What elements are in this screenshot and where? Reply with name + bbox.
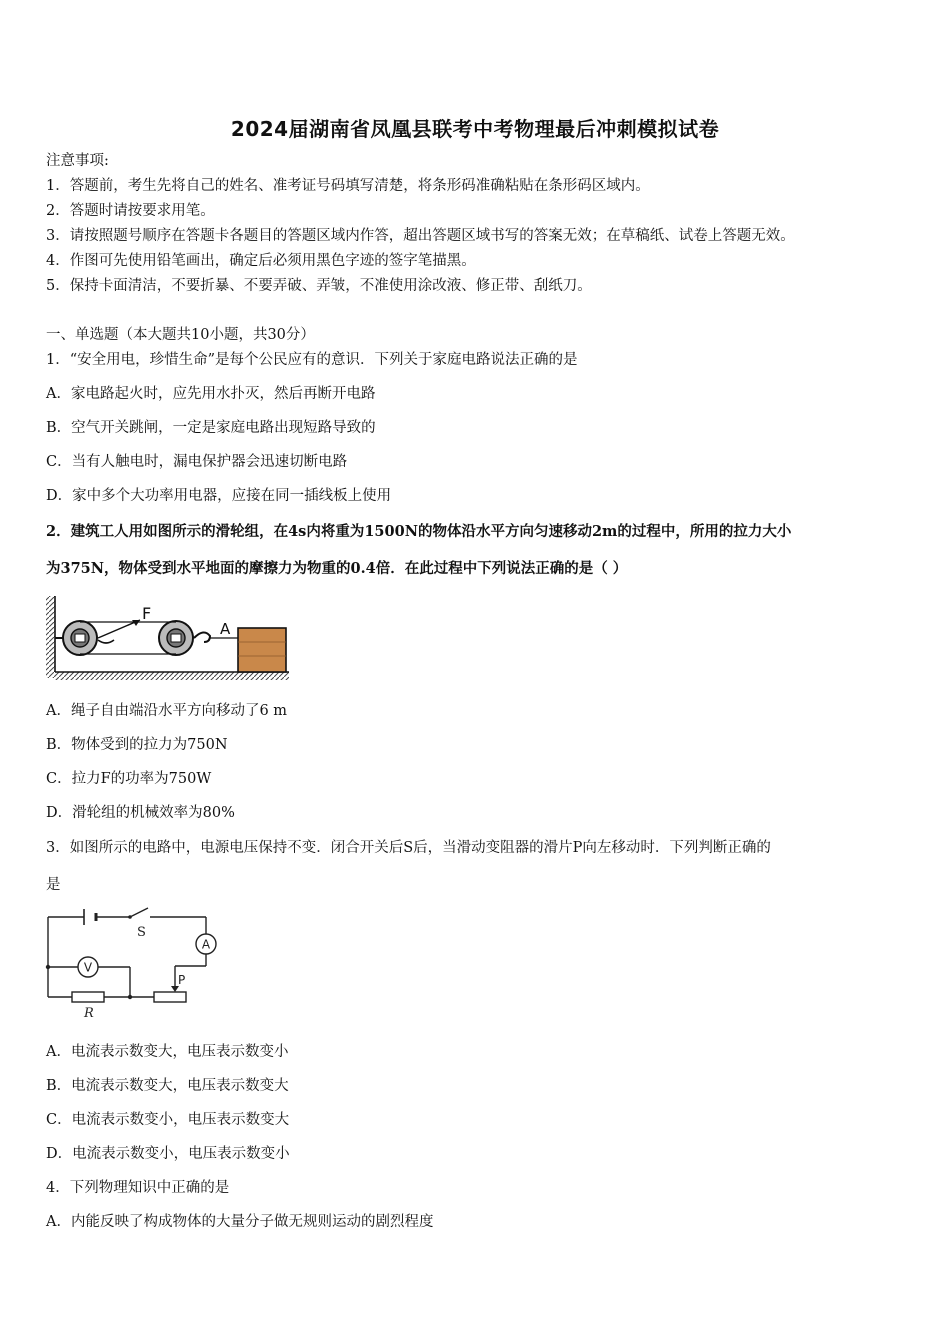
- ammeter-label: A: [201, 937, 211, 952]
- question-1-option-a: A．家电路起火时，应先用水扑灭，然后再断开电路: [46, 386, 376, 402]
- pulley-system-figure: [44, 592, 294, 684]
- notice-heading: 注意事项:: [46, 153, 109, 169]
- notice-item: 2．答题时请按要求用笔。: [46, 203, 215, 219]
- ground-hatching: [55, 672, 289, 680]
- object-block: [238, 628, 286, 672]
- movable-pulley-axle: [171, 634, 181, 642]
- junction-dot: [128, 995, 132, 999]
- question-3-stem-line2: 是: [46, 877, 61, 893]
- question-3-option-d: D．电流表示数变小，电压表示数变小: [46, 1146, 290, 1162]
- force-label: F: [142, 604, 152, 623]
- question-1-stem: 1．“安全用电，珍惜生命”是每个公民应有的意识．下列关于家庭电路说法正确的是: [46, 352, 578, 368]
- question-2-option-b: B．物体受到的拉力为750N: [46, 737, 228, 753]
- notice-item: 4．作图可先使用铅笔画出，确定后必须用黑色字迹的签字笔描黑。: [46, 253, 476, 269]
- question-1-option-d: D．家中多个大功率用电器，应接在同一插线板上使用: [46, 488, 392, 504]
- object-label: A: [220, 620, 231, 638]
- question-2-stem-line1: 2．建筑工人用如图所示的滑轮组，在4s内将重为1500N的物体沿水平方向匀速移动2m的过程中，所用的拉力大小: [46, 523, 792, 540]
- question-1-option-b: B．空气开关跳闸，一定是家庭电路出现短路导致的: [46, 420, 376, 436]
- junction-dot: [46, 965, 50, 969]
- question-2-option-c: C．拉力F的功率为750W: [46, 771, 212, 787]
- section-heading: 一、单选题（本大题共10小题，共30分）: [46, 327, 315, 343]
- question-3-option-b: B．电流表示数变大，电压表示数变大: [46, 1078, 289, 1094]
- circuit-figure: [40, 904, 225, 1022]
- notice-item: 5．保持卡面清洁，不要折暴、不要弄破、弄皱，不准使用涂改液、修正带、刮纸刀。: [46, 278, 592, 294]
- resistor-label: R: [84, 1006, 94, 1021]
- notice-item: 1．答题前，考生先将自己的姓名、准考证号码填写清楚，将条形码准确粘贴在条形码区域内。: [46, 178, 650, 194]
- rope-free-end: [98, 620, 140, 638]
- question-2-stem-line2: 为375N，物体受到水平地面的摩擦力为物重的0.4倍．在此过程中下列说法正确的是（ ）: [46, 560, 628, 577]
- question-2-option-d: D．滑轮组的机械效率为80%: [46, 805, 235, 821]
- rope-hook: [98, 640, 114, 643]
- switch-label: S: [137, 925, 146, 940]
- question-3-option-a: A．电流表示数变大，电压表示数变小: [46, 1044, 289, 1060]
- resistor-symbol: [72, 992, 104, 1002]
- rheostat-symbol: [154, 992, 186, 1002]
- fixed-pulley-axle: [75, 634, 85, 642]
- wall-hatching: [46, 596, 55, 678]
- question-3-stem-line1: 3．如图所示的电路中，电源电压保持不变．闭合开关后S后，当滑动变阻器的滑片P向左移动时．下列判断正确的: [46, 840, 771, 856]
- page-title: 2024届湖南省凤凰县联考中考物理最后冲刺模拟试卷: [230, 117, 720, 141]
- notice-item: 3．请按照题号顺序在答题卡各题目的答题区域内作答，超出答题区域书写的答案无效；在草稿纸、试卷上答题无效。: [46, 228, 795, 244]
- question-3-option-c: C．电流表示数变小，电压表示数变大: [46, 1112, 290, 1128]
- voltmeter-label: V: [83, 960, 93, 975]
- slider-label: P: [178, 973, 186, 987]
- question-2-option-a: A．绳子自由端沿水平方向移动了6 m: [46, 703, 288, 719]
- switch-blade: [130, 908, 148, 917]
- question-1-option-c: C．当有人触电时，漏电保护器会迅速切断电路: [46, 454, 348, 470]
- object-hook: [194, 632, 210, 642]
- question-4-option-a: A．内能反映了构成物体的大量分子做无规则运动的剧烈程度: [46, 1214, 434, 1230]
- question-4-stem: 4．下列物理知识中正确的是: [46, 1180, 230, 1196]
